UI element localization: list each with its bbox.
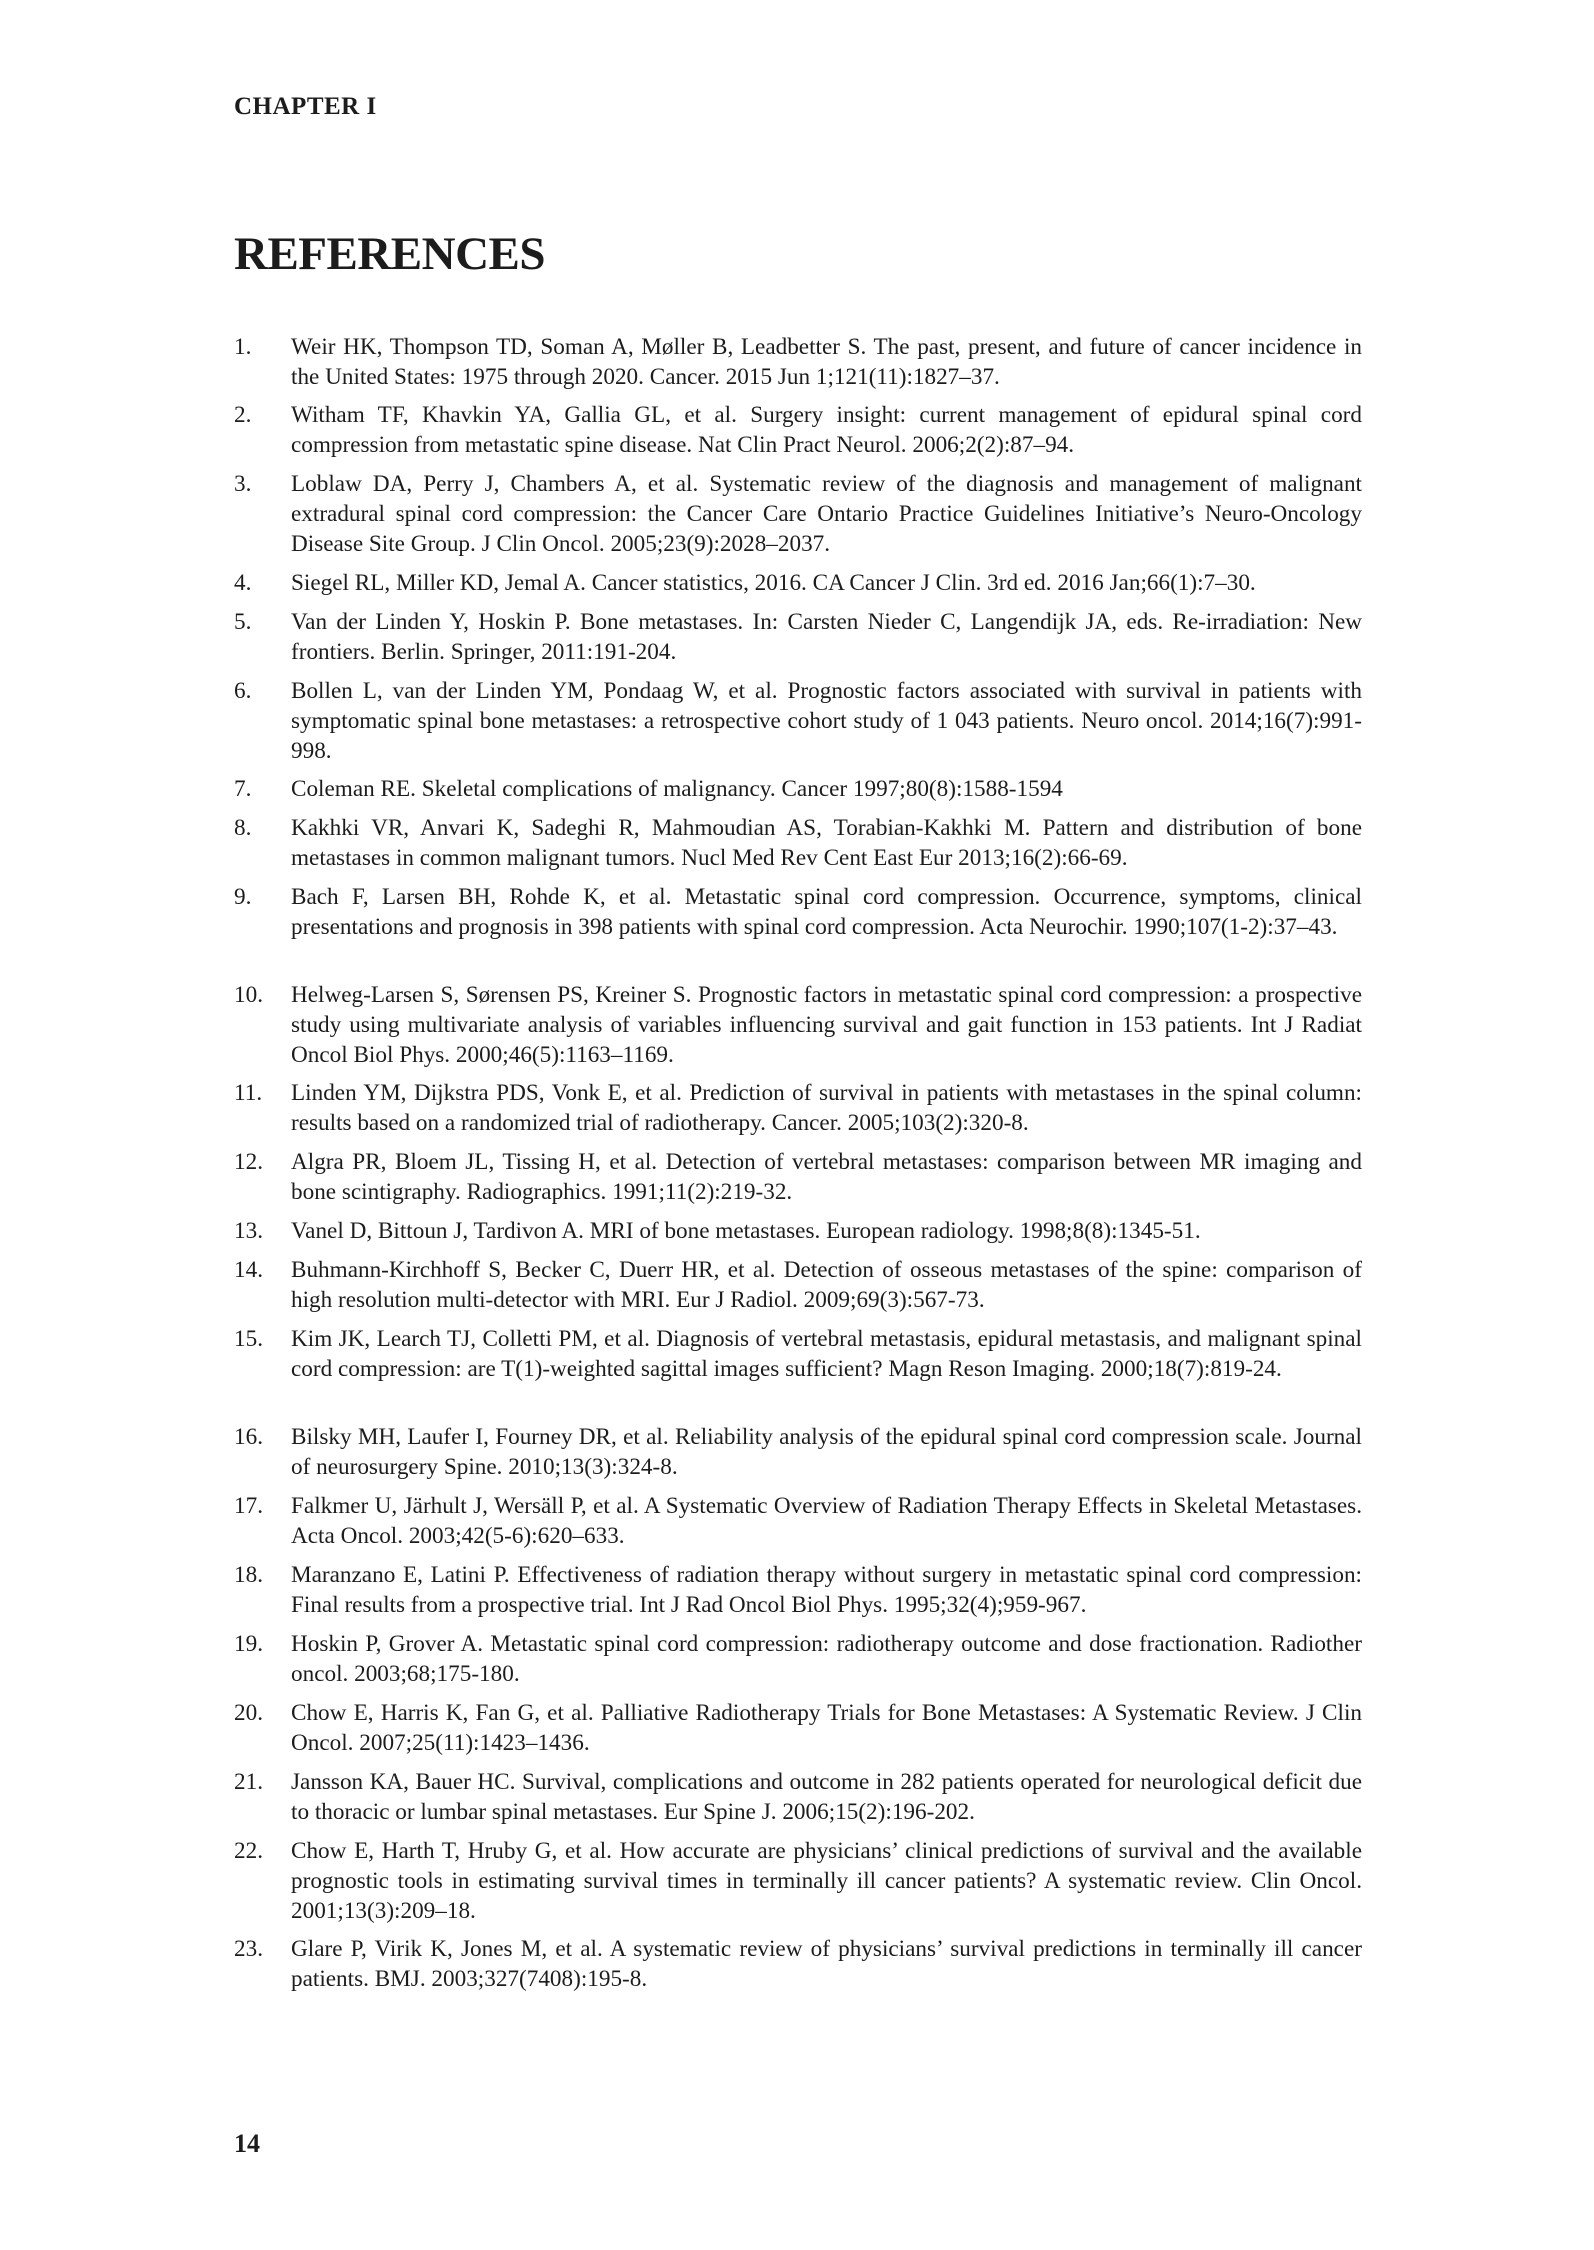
reference-item — [234, 813, 1362, 873]
reference-item — [234, 980, 1362, 1070]
reference-item — [234, 1422, 1362, 1482]
reference-number: 21. — [234, 1769, 263, 1795]
reference-number: 3. — [234, 471, 252, 497]
reference-number: 20. — [234, 1700, 263, 1726]
reference-number: 7. — [234, 776, 252, 802]
reference-text: Chow E, Harris K, Fan G, et al. Palliative Radiotherapy Trials for Bone Metastases: A Systematic Review. J Clin Oncol. 2007;25(11):1423–1436. — [291, 1700, 1362, 1756]
reference-text: Algra PR, Bloem JL, Tissing H, et al. Detection of vertebral metastases: comparison between MR imaging and bone scintigraphy. Radiographics. 1991;11(2):219-32. — [291, 1149, 1362, 1205]
reference-number: 12. — [234, 1149, 263, 1175]
reference-text: Van der Linden Y, Hoskin P. Bone metastases. In: Carsten Nieder C, Langendijk JA, eds. Re-irradiation: New frontiers. Berlin. Springer, 2011:191-204. — [291, 609, 1362, 665]
page-number: 14 — [234, 2129, 260, 2158]
reference-item — [234, 1216, 1362, 1246]
reference-number: 4. — [234, 570, 252, 596]
reference-item — [234, 1324, 1362, 1384]
reference-item — [234, 1767, 1362, 1827]
reference-number: 14. — [234, 1257, 263, 1283]
reference-text: Falkmer U, Järhult J, Wersäll P, et al. A Systematic Overview of Radiation Therapy Effects in Skeletal Metastases. Acta Oncol. 2003;42(5-6):620–633. — [291, 1493, 1362, 1549]
reference-item — [234, 1078, 1362, 1138]
reference-number: 9. — [234, 884, 252, 910]
reference-item — [234, 1934, 1362, 1994]
reference-item — [234, 882, 1362, 942]
reference-text: Maranzano E, Latini P. Effectiveness of radiation therapy without surgery in metastatic spinal cord compression: Final results from a prospective trial. Int J Rad Oncol Biol Phys. 1995;32(4);959-967. — [291, 1562, 1362, 1618]
reference-number: 22. — [234, 1838, 263, 1864]
reference-text: Glare P, Virik K, Jones M, et al. A systematic review of physicians’ survival predictions in terminally ill cancer patients. BMJ. 2003;327(7408):195-8. — [291, 1936, 1362, 1992]
reference-number: 18. — [234, 1562, 263, 1588]
reference-item — [234, 1629, 1362, 1689]
reference-text: Kakhki VR, Anvari K, Sadeghi R, Mahmoudian AS, Torabian-Kakhki M. Pattern and distribution of bone metastases in common malignant tumors. Nucl Med Rev Cent East Eur 2013;16(2):66-69. — [291, 815, 1362, 871]
reference-item — [234, 774, 1362, 804]
reference-number: 16. — [234, 1424, 263, 1450]
reference-text: Witham TF, Khavkin YA, Gallia GL, et al. Surgery insight: current management of epidural spinal cord compression from metastatic spine disease. Nat Clin Pract Neurol. 2006;2(2):87–94. — [291, 402, 1362, 458]
reference-number: 19. — [234, 1631, 263, 1657]
reference-item — [234, 568, 1362, 598]
reference-text: Siegel RL, Miller KD, Jemal A. Cancer statistics, 2016. CA Cancer J Clin. 3rd ed. 2016 Jan;66(1):7–30. — [291, 570, 1256, 596]
reference-text: Bilsky MH, Laufer I, Fourney DR, et al. Reliability analysis of the epidural spinal cord compression scale. Journal of neurosurgery Spine. 2010;13(3):324-8. — [291, 1424, 1362, 1480]
reference-text: Helweg-Larsen S, Sørensen PS, Kreiner S. Prognostic factors in metastatic spinal cord compression: a prospective study using multivariate analysis of variables influencing survival and gait function in 153 patients. Int J Radiat Oncol Biol Phys. 2000;46(5):1163–1169. — [291, 982, 1362, 1068]
reference-number: 1. — [234, 334, 252, 360]
reference-item — [234, 1836, 1362, 1926]
reference-text: Bach F, Larsen BH, Rohde K, et al. Metastatic spinal cord compression. Occurrence, symptoms, clinical presentations and prognosis in 398 patients with spinal cord compression. Acta Neurochir. 1990;107(1-2):37–43. — [291, 884, 1362, 940]
reference-text: Chow E, Harth T, Hruby G, et al. How accurate are physicians’ clinical predictions of survival and the available prognostic tools in estimating survival times in terminally ill cancer patients? A systematic review. Clin Oncol. 2001;13(3):209–18. — [291, 1838, 1362, 1924]
reference-text: Weir HK, Thompson TD, Soman A, Møller B, Leadbetter S. The past, present, and future of cancer incidence in the United States: 1975 through 2020. Cancer. 2015 Jun 1;121(11):1827–37. — [291, 334, 1362, 390]
section-title: REFERENCES — [234, 228, 546, 280]
chapter-header: CHAPTER I — [234, 93, 377, 120]
reference-number: 10. — [234, 982, 263, 1008]
reference-text: Hoskin P, Grover A. Metastatic spinal cord compression: radiotherapy outcome and dose fractionation. Radiother oncol. 2003;68;175-180. — [291, 1631, 1362, 1687]
reference-item — [234, 469, 1362, 559]
reference-text: Kim JK, Learch TJ, Colletti PM, et al. Diagnosis of vertebral metastasis, epidural metastasis, and malignant spinal cord compression: are T(1)-weighted sagittal images sufficient? Magn Reson Imaging. 2000;18(7):819-24. — [291, 1326, 1362, 1382]
reference-item — [234, 1560, 1362, 1620]
reference-text: Linden YM, Dijkstra PDS, Vonk E, et al. Prediction of survival in patients with metastases in the spinal column: results based on a randomized trial of radiotherapy. Cancer. 2005;103(2):320-8. — [291, 1080, 1362, 1136]
reference-text: Coleman RE. Skeletal complications of malignancy. Cancer 1997;80(8):1588-1594 — [291, 776, 1063, 802]
reference-text: Loblaw DA, Perry J, Chambers A, et al. Systematic review of the diagnosis and management of malignant extradural spinal cord compression: the Cancer Care Ontario Practice Guidelines Initiative’s Neuro-Oncology Disease Site Group. J Clin Oncol. 2005;23(9):2028–2037. — [291, 471, 1362, 557]
reference-item — [234, 676, 1362, 766]
reference-item — [234, 1491, 1362, 1551]
reference-item — [234, 607, 1362, 667]
reference-item — [234, 1255, 1362, 1315]
reference-item — [234, 400, 1362, 460]
reference-number: 13. — [234, 1218, 263, 1244]
reference-text: Vanel D, Bittoun J, Tardivon A. MRI of bone metastases. European radiology. 1998;8(8):1345-51. — [291, 1218, 1201, 1244]
reference-number: 11. — [234, 1080, 263, 1106]
reference-item — [234, 332, 1362, 392]
reference-number: 17. — [234, 1493, 263, 1519]
reference-number: 5. — [234, 609, 252, 635]
reference-text: Jansson KA, Bauer HC. Survival, complications and outcome in 282 patients operated for neurological deficit due to thoracic or lumbar spinal metastases. Eur Spine J. 2006;15(2):196-202. — [291, 1769, 1362, 1825]
reference-text: Buhmann-Kirchhoff S, Becker C, Duerr HR, et al. Detection of osseous metastases of the spine: comparison of high resolution multi-detector with MRI. Eur J Radiol. 2009;69(3):567-73. — [291, 1257, 1362, 1313]
reference-item — [234, 1698, 1362, 1758]
reference-text: Bollen L, van der Linden YM, Pondaag W, et al. Prognostic factors associated with survival in patients with symptomatic spinal bone metastases: a retrospective cohort study of 1 043 patients. Neuro oncol. 2014;16(7):991-998. — [291, 678, 1362, 764]
reference-number: 8. — [234, 815, 252, 841]
reference-number: 23. — [234, 1936, 263, 1962]
reference-number: 2. — [234, 402, 252, 428]
reference-number: 15. — [234, 1326, 263, 1352]
reference-number: 6. — [234, 678, 252, 704]
reference-item — [234, 1147, 1362, 1207]
